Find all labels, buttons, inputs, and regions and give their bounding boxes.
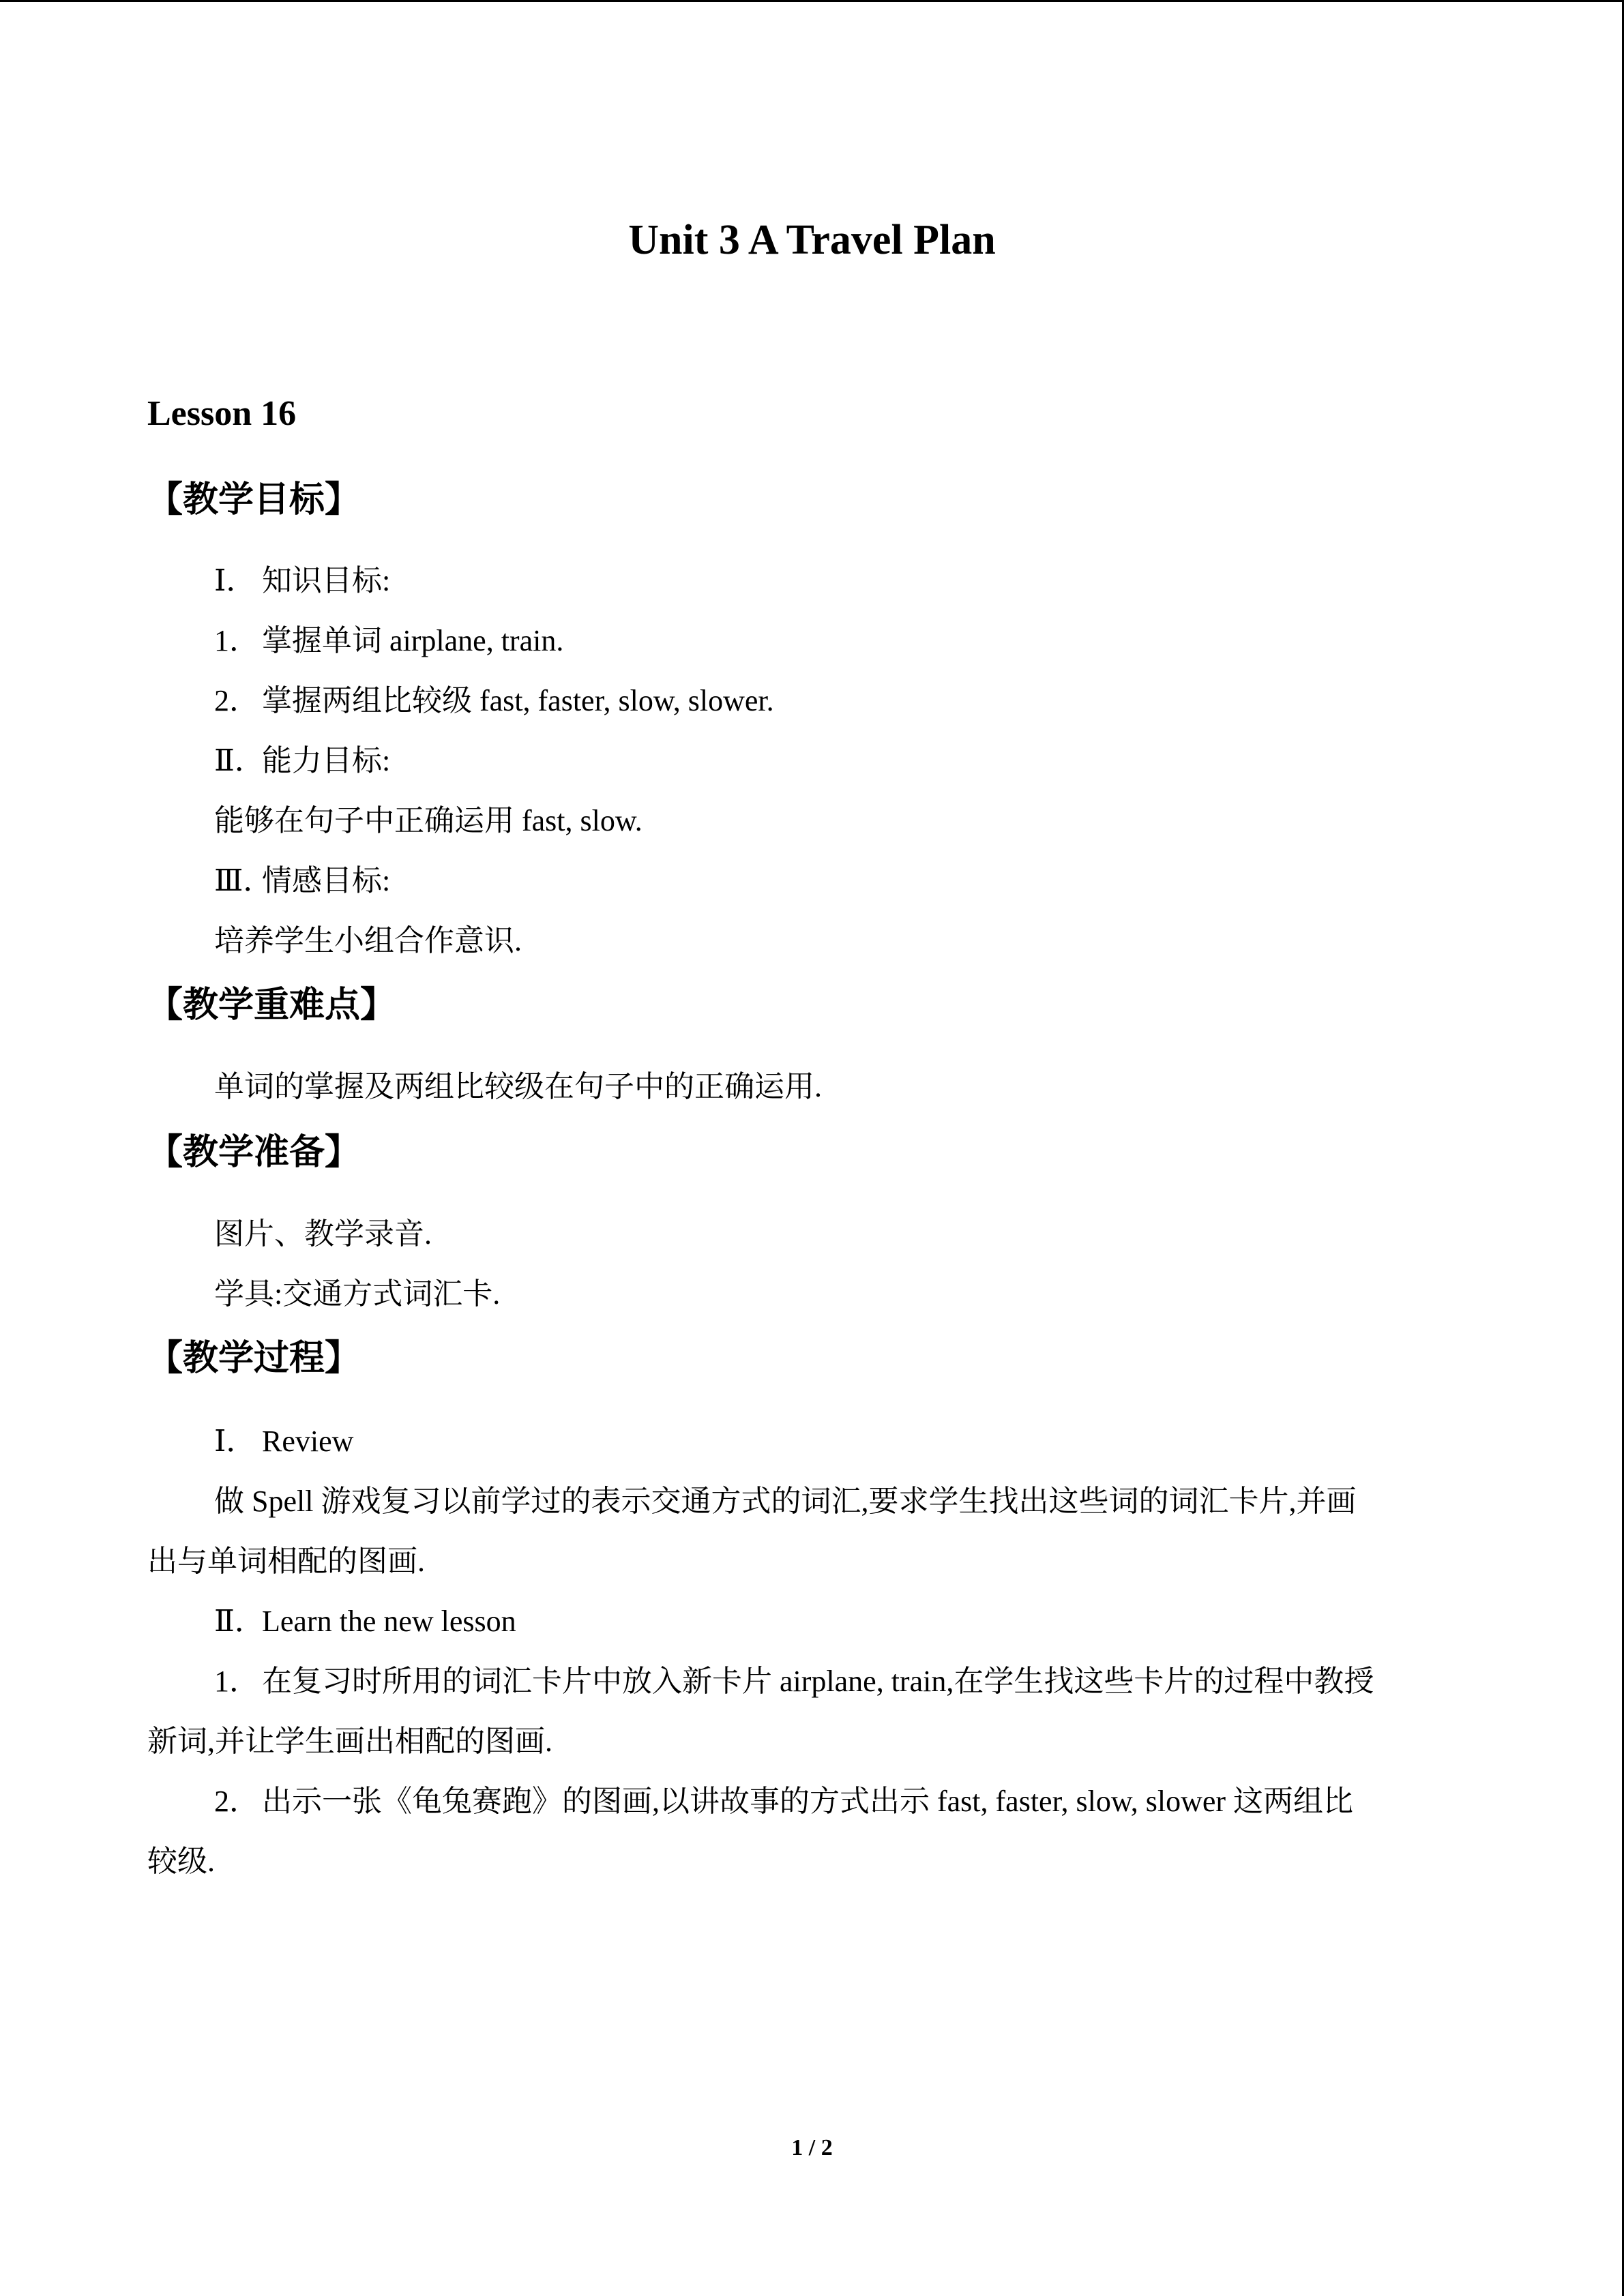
- step-2-line-1: [214, 1781, 1353, 1822]
- preparation-line-2: 学具:交通方式词汇卡.: [214, 1277, 501, 1311]
- roman-numeral: Ⅰ．: [214, 1425, 256, 1458]
- goal-item-2: [214, 681, 774, 721]
- section-heading-key-points: 【教学重难点】: [147, 985, 396, 1026]
- section-heading-goals: 【教学目标】: [147, 479, 361, 520]
- emotion-goal-label: [214, 861, 390, 901]
- emotion-goal-text: 培养学生小组合作意识.: [214, 924, 522, 957]
- preparation-line-1: 图片、教学录音.: [214, 1217, 432, 1251]
- section-heading-preparation: 【教学准备】: [147, 1132, 361, 1173]
- item-number: 1．: [214, 624, 259, 657]
- item-text: 掌握单词 airplane, train.: [262, 624, 564, 657]
- learn-label: [214, 1601, 516, 1642]
- roman-numeral: Ⅰ．: [214, 564, 256, 597]
- knowledge-goal-label: [214, 561, 390, 601]
- key-points-text: 单词的掌握及两组比较级在句子中的正确运用.: [214, 1070, 822, 1103]
- label-text: Learn the new lesson: [262, 1605, 516, 1638]
- review-text-line-1: 做 Spell 游戏复习以前学过的表示交通方式的词汇,要求学生找出这些词的词汇卡片,并画: [214, 1485, 1357, 1518]
- label-text: Review: [262, 1425, 354, 1458]
- step-1-line-2: 新词,并让学生画出相配的图画.: [147, 1725, 552, 1758]
- top-border-line: [0, 0, 1624, 2]
- ability-goal-label: [214, 741, 390, 781]
- lesson-heading: Lesson 16: [147, 394, 297, 433]
- roman-numeral: Ⅲ．: [214, 864, 274, 897]
- label-text: 知识目标:: [262, 564, 391, 597]
- section-heading-process: 【教学过程】: [147, 1338, 361, 1379]
- goal-item-1: [214, 621, 563, 661]
- roman-numeral: Ⅱ．: [214, 1605, 265, 1638]
- item-number: 1．: [214, 1665, 259, 1698]
- step-2-line-2: 较级.: [147, 1845, 215, 1878]
- label-text: 能力目标:: [262, 744, 391, 777]
- page-number: 1 / 2: [791, 2135, 833, 2160]
- item-number: 2．: [214, 1785, 259, 1818]
- item-text: 出示一张《龟兔赛跑》的图画,以讲故事的方式出示 fast, faster, slow, slower 这两组比: [262, 1785, 1354, 1818]
- roman-numeral: Ⅱ．: [214, 744, 265, 777]
- item-text: 掌握两组比较级 fast, faster, slow, slower.: [262, 684, 774, 717]
- ability-goal-text: 能够在句子中正确运用 fast, slow.: [214, 804, 643, 837]
- item-text: 在复习时所用的词汇卡片中放入新卡片 airplane, train,在学生找这些卡片的过程中教授: [262, 1665, 1374, 1698]
- step-1-line-1: [214, 1661, 1374, 1702]
- label-text: 情感目标:: [262, 864, 391, 897]
- page-title: Unit 3 A Travel Plan: [628, 217, 996, 263]
- review-text-line-2: 出与单词相配的图画.: [147, 1545, 425, 1578]
- item-number: 2．: [214, 684, 259, 717]
- review-label: [214, 1421, 353, 1462]
